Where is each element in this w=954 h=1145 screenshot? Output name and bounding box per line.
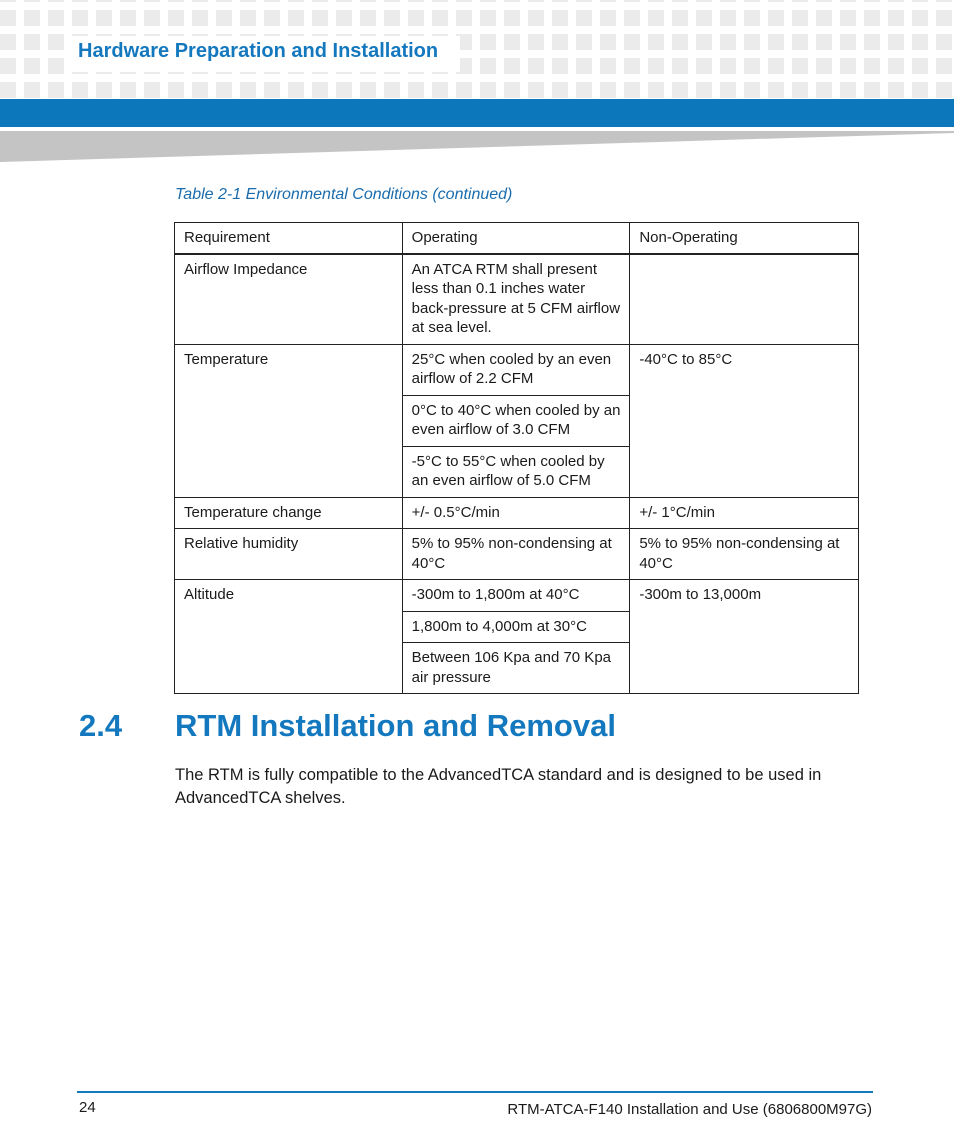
table-row <box>175 529 859 580</box>
non-operating-cell: -300m to 13,000m <box>630 580 859 694</box>
operating-cell: An ATCA RTM shall present less than 0.1 inches water back-pressure at 5 CFM airflow at sea level. <box>402 254 630 345</box>
page-number: 24 <box>79 1099 96 1116</box>
running-header-title: Hardware Preparation and Installation <box>78 40 439 62</box>
section-title: RTM Installation and Removal <box>175 708 616 743</box>
requirement-cell: Altitude <box>175 580 403 694</box>
operating-cell: -5°C to 55°C when cooled by an even airflow of 5.0 CFM <box>402 446 630 497</box>
environmental-conditions-table <box>174 222 859 694</box>
operating-cell: 25°C when cooled by an even airflow of 2.2 CFM <box>402 344 630 395</box>
column-header: Operating <box>402 223 630 254</box>
footer-document-title: RTM-ATCA-F140 Installation and Use (6806800M97G) <box>507 1101 872 1118</box>
requirement-cell: Relative humidity <box>175 529 403 580</box>
footer-rule <box>77 1091 873 1093</box>
table-row <box>175 344 859 395</box>
operating-cell: 0°C to 40°C when cooled by an even airflow of 3.0 CFM <box>402 395 630 446</box>
operating-cell: -300m to 1,800m at 40°C <box>402 580 630 612</box>
non-operating-cell: 5% to 95% non-condensing at 40°C <box>630 529 859 580</box>
header-blue-bar <box>0 99 954 127</box>
operating-cell: 1,800m to 4,000m at 30°C <box>402 611 630 643</box>
column-header: Requirement <box>175 223 403 254</box>
operating-cell: Between 106 Kpa and 70 Kpa air pressure <box>402 643 630 694</box>
table-header-row <box>175 223 859 254</box>
table-row <box>175 497 859 529</box>
column-header: Non-Operating <box>630 223 859 254</box>
non-operating-cell: +/- 1°C/min <box>630 497 859 529</box>
header-grey-wedge <box>0 131 954 163</box>
table-row <box>175 580 859 612</box>
section-heading <box>79 708 616 744</box>
section-number: 2.4 <box>79 708 123 743</box>
section-body-paragraph: The RTM is fully compatible to the AdvancedTCA standard and is designed to be used in AdvancedTCA shelves. <box>175 766 822 807</box>
table-caption: Table 2-1 Environmental Conditions (continued) <box>175 186 513 203</box>
requirement-cell: Temperature change <box>175 497 403 529</box>
operating-cell: 5% to 95% non-condensing at 40°C <box>402 529 630 580</box>
non-operating-cell <box>630 254 859 345</box>
requirement-cell: Temperature <box>175 344 403 497</box>
table-row <box>175 254 859 345</box>
non-operating-cell: -40°C to 85°C <box>630 344 859 497</box>
operating-cell: +/- 0.5°C/min <box>402 497 630 529</box>
requirement-cell: Airflow Impedance <box>175 254 403 345</box>
